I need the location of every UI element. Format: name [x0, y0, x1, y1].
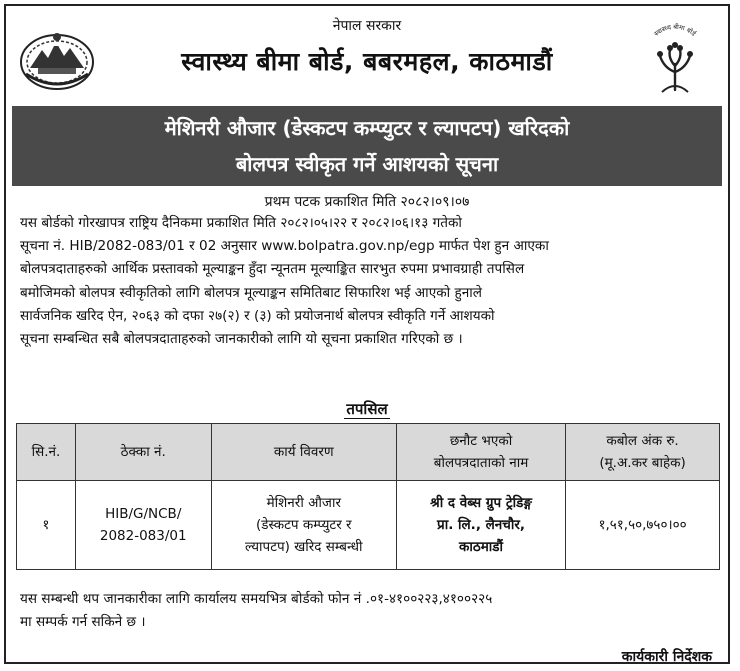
health-insurance-board-logo-icon: [640, 20, 710, 96]
header-bidder-name: छनौट भएको बोलपत्रदाताको नाम: [396, 424, 565, 481]
cell-contract-no: HIB/G/NCB/ 2082-083/01: [75, 481, 211, 570]
body-line: बमोजिमको बोलपत्र स्वीकृतिको लागि बोलपत्र मूल्याङ्कन समितिबाट सिफारिश भई आएको हुनाले: [20, 284, 482, 301]
details-heading-text: तपसिल: [346, 400, 388, 418]
logo-arc-text: स्वास्थ्य बीमा बोर्ड: [652, 22, 698, 38]
table-row: [17, 481, 720, 570]
contact-line: यस सम्बन्धी थप जानकारीका लागि कार्यालय समयभित्र बोर्डको फोन नं .०१-४१००२२३,४१००२२५: [20, 591, 493, 607]
svg-text:स्वास्थ्य बीमा बोर्ड: [653, 23, 699, 39]
notice-title-line-2: बोलपत्र स्वीकृत गर्ने आशयको सूचना: [235, 152, 499, 176]
header-description: कार्य विवरण: [211, 424, 396, 481]
body-line: सूचना नं. HIB/2082-083/01 र 02 अनुसार www.bolpatra.gov.np/egp मार्फत पेश हुन आएका: [20, 238, 549, 255]
notice-body: [20, 212, 716, 351]
cell-serial: १: [17, 481, 76, 570]
cell-description: मेशिनरी औजार (डेस्कटप कम्प्युटर र ल्यापटप) खरिद सम्बन्धी: [211, 481, 396, 570]
bid-details-table: [16, 423, 720, 570]
contact-note: [20, 588, 716, 634]
signatory-title: कार्यकारी निर्देशक: [621, 649, 712, 665]
cell-bidder-name: श्री द वेब्स ग्रुप ट्रेडिङ्ग प्रा. लि., लैनचौर, काठमाडौं: [396, 481, 565, 570]
published-date: प्रथम पटक प्रकाशित मिति २०८२।०९।०७: [264, 194, 470, 210]
organization-name: स्वास्थ्य बीमा बोर्ड, बबरमहल, काठमाडौं: [181, 47, 553, 76]
cell-bid-amount: १,५१,५०,७५०।००: [566, 481, 720, 570]
table-header-row: [17, 424, 720, 481]
body-line: बोलपत्रदाताहरुको आर्थिक प्रस्तावको मूल्याङ्कन हुँदा न्यूनतम मूल्याङ्कित सारभुत रुपमा प्रभावग्राही तपसिल: [20, 261, 525, 278]
body-line: सार्वजनिक खरिद ऐन, २०६३ को दफा २७(२) र (३) को प्रयोजनार्थ बोलपत्र स्वीकृति गर्ने आशयको: [20, 307, 495, 324]
government-name: नेपाल सरकार: [332, 18, 402, 34]
header-bid-amount: कबोल अंक रु. (मू.अ.कर बाहेक): [566, 424, 720, 481]
header-serial: सि.नं.: [17, 424, 76, 481]
details-heading: [6, 399, 728, 419]
contact-line: मा सम्पर्क गर्न सकिने छ ।: [20, 614, 146, 630]
body-line: सूचना सम्बन्धित सबै बोलपत्रदाताहरुको जानकारीको लागि यो सूचना प्रकाशित गरिएको छ ।: [20, 331, 463, 348]
notice-page: [4, 4, 730, 664]
notice-title-line-1: मेशिनरी औजार (डेस्कटप कम्प्युटर र ल्यापटप) खरिदको: [164, 116, 570, 140]
body-line: यस बोर्डको गोरखापत्र राष्ट्रिय दैनिकमा प्रकाशित मिति २०८२।०५।२२ र २०८२।०६।१३ गतेको: [20, 215, 462, 231]
header-contract-no: ठेक्का नं.: [75, 424, 211, 481]
notice-title-band: [12, 106, 722, 186]
